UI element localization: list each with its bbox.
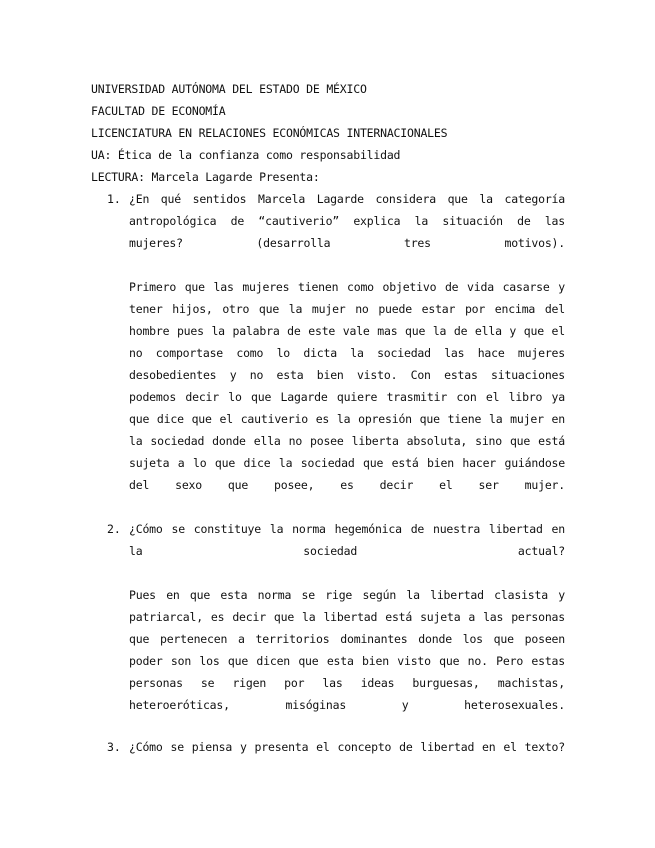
degree-name: LICENCIATURA EN RELACIONES ECONÓMICAS INTERNACIONALES	[91, 126, 448, 140]
question-number: 1.	[107, 192, 121, 206]
reading-title: LECTURA: Marcela Lagarde Presenta:	[91, 170, 320, 184]
answer-text: Pues en que esta norma se rige según la libertad clasista y patriarcal, es decir que la libertad está sujeta a las personas que pertenecen a territorios dominantes donde los que poseen poder son los que dicen que esta bien visto que no. Pero estas personas se rigen por las ideas burguesas, machistas, heteroeróticas, misóginas y heterosexuales.	[129, 588, 565, 712]
course-unit: UA: Ética de la confianza como responsabilidad	[91, 148, 401, 162]
question-text: ¿En qué sentidos Marcela Lagarde considera que la categoría antropológica de “cautiverio” explica la situación de las mujeres? (desarrolla tres motivos).	[129, 192, 565, 250]
question-text: ¿Cómo se piensa y presenta el concepto de libertad en el texto?	[129, 740, 565, 754]
question-row	[107, 518, 565, 738]
answer-text: Primero que las mujeres tienen como objetivo de vida casarse y tener hijos, otro que la mujer no puede estar por encima del hombre pues la palabra de este vale mas que la de ella y que el no comportase como lo dicta la sociedad las hace mujeres desobedientes y no esta bien visto. Con estas situaciones podemos decir lo que Lagarde quiere trasmitir con el libro ya que dice que el cautiverio es la opresión que tiene la mujer en la sociedad donde ella no posee liberta absoluta, sino que está sujeta a lo que dice la sociedad que está bien hacer guiándose del sexo que posee, es decir el ser mujer.	[129, 280, 565, 492]
university-name: UNIVERSIDAD AUTÓNOMA DEL ESTADO DE MÉXICO	[91, 82, 367, 96]
question-number: 3.	[107, 740, 121, 754]
document-header	[91, 78, 571, 188]
question-item-1	[107, 188, 565, 518]
question-item-3	[107, 736, 565, 780]
faculty-name: FACULTAD DE ECONOMÍA	[91, 104, 226, 118]
question-item-2	[107, 518, 565, 738]
question-number: 2.	[107, 522, 121, 536]
question-row	[107, 736, 565, 780]
question-row	[107, 188, 565, 518]
question-text: ¿Cómo se constituye la norma hegemónica de nuestra libertad en la sociedad actual?	[129, 522, 565, 558]
